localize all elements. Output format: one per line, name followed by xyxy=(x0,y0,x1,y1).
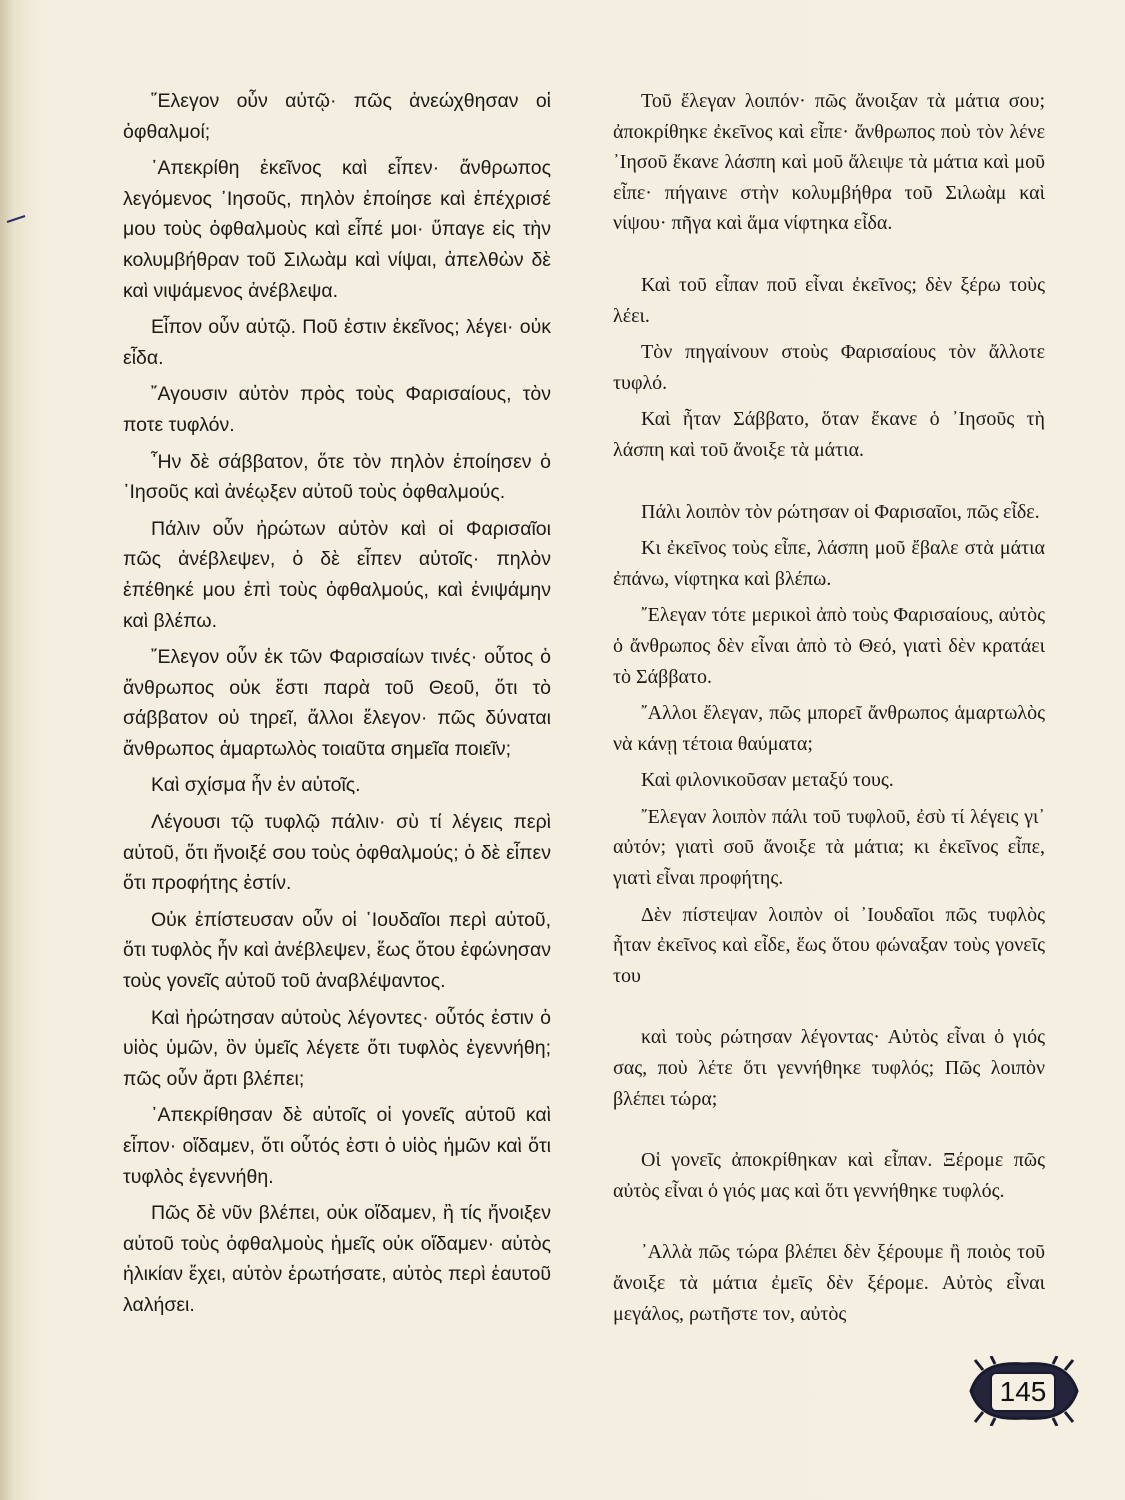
right-paragraph: Τοῦ ἔλεγαν λοιπόν· πῶς ἄνοιξαν τὰ μάτια σου; ἀποκρίθηκε ἐκεῖνος καὶ εἶπε· ἄνθρωπος ποὺ τὸν λένε ᾿Ιησοῦ ἔκανε λάσπη καὶ μοῦ ἄλειψε τὰ μάτια καὶ μοῦ εἶπε· πήγαινε στὴν κολυμβήθρα τοῦ Σιλωὰμ καὶ νίψου· πῆγα καὶ ἅμα νίφτηκα εἶδα. xyxy=(613,90,1045,235)
left-paragraph: ῎Ελεγον οὖν ἐκ τῶν Φαρισαίων τινές· οὗτος ὁ ἄνθρωπος οὐκ ἔστι παρὰ τοῦ Θεοῦ, ὅτι τὸ σάββατον οὐ τηρεῖ, ἄλλοι ἔλεγον· πῶς δύναται ἄνθρωπος ἁμαρτωλὸς τοιαῦτα σημεῖα ποιεῖν; xyxy=(123,646,551,760)
right-paragraph: ῎Ελεγαν λοιπὸν πάλι τοῦ τυφλοῦ, ἐσὺ τί λέγεις γι᾿ αὐτόν; γιατὶ σοῦ ἄνοιξε τὰ μάτια; κι ἐκεῖνος εἶπε, γιατὶ εἶναι προφήτης. xyxy=(613,805,1045,890)
right-paragraph: ᾿Αλλὰ πῶς τώρα βλέπει δὲν ξέρουμε ἢ ποιὸς τοῦ ἄνοιξε τὰ μάτια ἐμεῖς δὲν ξέρομε. Αὐτὸς εἶναι μεγάλος, ρωτῆστε τον, αὐτὸς xyxy=(613,1241,1045,1325)
right-paragraph: ῎Ελεγαν τότε μερικοὶ ἀπὸ τοὺς Φαρισαίους, αὐτὸς ὁ ἄνθρωπος δὲν εἶναι ἀπὸ τὸ Θεό, γιατὶ δὲν κρατάει τὸ Σάββατο. xyxy=(613,604,1045,688)
right-paragraph: Καὶ φιλονικοῦσαν μεταξύ τους. xyxy=(641,769,894,792)
right-paragraph: ῎Αλλοι ἔλεγαν, πῶς μπορεῖ ἄνθρωπος ἁμαρτωλὸς νὰ κάνῃ τέτοια θαύματα; xyxy=(613,702,1045,755)
right-paragraph: Κι ἐκεῖνος τοὺς εἶπε, λάσπη μοῦ ἔβαλε στὰ μάτια ἐπάνω, νίφτηκα καὶ βλέπω. xyxy=(613,537,1045,590)
ancient-greek-column xyxy=(123,86,551,1327)
left-paragraph: ᾿Απεκρίθη ἐκεῖνος καὶ εἶπεν· ἄνθρωπος λεγόμενος ᾿Ιησοῦς, πηλὸν ἐποίησε καὶ ἐπέχρισέ μου τοὺς ὀφθαλμοὺς καὶ εἶπέ μοι· ὕπαγε εἰς τὴν κολυμβήθραν τοῦ Σιλωὰμ καὶ νίψαι, ἀπελθὼν δὲ καὶ νιψάμενος ἀνέβλεψα. xyxy=(123,157,551,302)
left-paragraph: Πάλιν οὖν ἠρώτων αὐτὸν καὶ οἱ Φαρισαῖοι πῶς ἀνέβλεψεν, ὁ δὲ εἶπεν αὐτοῖς· πηλὸν ἐπέθηκέ μου ἐπὶ τοὺς ὀφθαλμούς, καὶ ἐνιψάμην καὶ βλέπω. xyxy=(123,517,551,632)
left-paragraph: Εἶπον οὖν αὐτῷ. Ποῦ ἐστιν ἐκεῖνος; λέγει· οὐκ εἶδα. xyxy=(123,316,551,369)
page-number: 145 xyxy=(990,1372,1056,1412)
left-paragraph: ᾿Απεκρίθησαν δὲ αὐτοῖς οἱ γονεῖς αὐτοῦ καὶ εἶπον· οἴδαμεν, ὅτι οὗτός ἐστι ὁ υἱὸς ἡμῶν καὶ ὅτι τυφλὸς ἐγεννήθη. xyxy=(123,1104,551,1188)
left-paragraph: Καὶ σχίσμα ἦν ἐν αὐτοῖς. xyxy=(151,774,361,797)
right-paragraph: καὶ τοὺς ρώτησαν λέγοντας· Αὐτὸς εἶναι ὁ γιός σας, ποὺ λέτε ὅτι γεννήθηκε τυφλός; Πῶς λοιπὸν βλέπει τώρα; xyxy=(613,1026,1045,1110)
right-paragraph: Πάλι λοιπὸν τὸν ρώτησαν οἱ Φαρισαῖοι, πῶς εἶδε. xyxy=(641,500,1040,523)
left-paragraph: Καὶ ἠρώτησαν αὐτοὺς λέγοντες· οὗτός ἐστιν ὁ υἱὸς ὑμῶν, ὃν ὑμεῖς λέγετε ὅτι τυφλὸς ἐγεννήθη; πῶς οὖν ἄρτι βλέπει; xyxy=(123,1006,551,1090)
left-paragraph: Πῶς δὲ νῦν βλέπει, οὐκ οἴδαμεν, ἢ τίς ἤνοιξεν αὐτοῦ τοὺς ὀφθαλμοὺς ἡμεῖς οὐκ οἴδαμεν· αὐτὸς ἡλικίαν ἔχει, αὐτὸν ἐρωτήσατε, αὐτὸς περὶ ἑαυτοῦ λαλήσει. xyxy=(123,1202,551,1316)
modern-greek-column xyxy=(613,86,1045,1335)
right-paragraph: Τὸν πηγαίνουν στοὺς Φαρισαίους τὸν ἄλλοτε τυφλό. xyxy=(613,341,1045,394)
right-paragraph: Οἱ γονεῖς ἀποκρίθηκαν καὶ εἶπαν. Ξέρομε πῶς αὐτὸς εἶναι ὁ γιός μας καὶ ὅτι γεννήθηκε τυφλός. xyxy=(613,1149,1045,1202)
left-paragraph: Οὐκ ἐπίστευσαν οὖν οἱ ᾿Ιουδαῖοι περὶ αὐτοῦ, ὅτι τυφλὸς ἦν καὶ ἀνέβλεψεν, ἕως ὅτου ἐφώνησαν τοὺς γονεῖς αὐτοῦ τοῦ ἀναβλέψαντος. xyxy=(123,908,551,993)
left-paragraph: Λέγουσι τῷ τυφλῷ πάλιν· σὺ τί λέγεις περὶ αὐτοῦ, ὅτι ἤνοιξέ σου τοὺς ὀφθαλμούς; ὁ δὲ εἶπεν ὅτι προφήτης ἐστίν. xyxy=(123,811,551,895)
right-paragraph: Καὶ τοῦ εἶπαν ποῦ εἶναι ἐκεῖνος; δὲν ξέρω τοὺς λέει. xyxy=(613,273,1045,327)
right-paragraph: Καὶ ἦταν Σάββατο, ὅταν ἔκανε ὁ ᾿Ιησοῦς τὴ λάσπη καὶ τοῦ ἄνοιξε τὰ μάτια. xyxy=(613,408,1045,461)
left-paragraph: ῎Αγουσιν αὐτὸν πρὸς τοὺς Φαρισαίους, τὸν ποτε τυφλόν. xyxy=(123,383,551,436)
margin-pencil-mark xyxy=(6,214,26,224)
left-paragraph: ῞Ελεγον οὖν αὐτῷ· πῶς ἀνεώχθησαν οἱ ὀφθαλμοί; xyxy=(123,90,551,143)
right-paragraph: Δὲν πίστεψαν λοιπὸν οἱ ᾿Ιουδαῖοι πῶς τυφλὸς ἦταν ἐκεῖνος καὶ εἶδε, ἕως ὅτου φώναξαν τοὺς γονεῖς του xyxy=(613,903,1045,987)
left-paragraph: ῏Ην δὲ σάββατον, ὅτε τὸν πηλὸν ἐποίησεν ὁ ᾿Ιησοῦς καὶ ἀνέῳξεν αὐτοῦ τοὺς ὀφθαλμούς. xyxy=(123,450,551,504)
